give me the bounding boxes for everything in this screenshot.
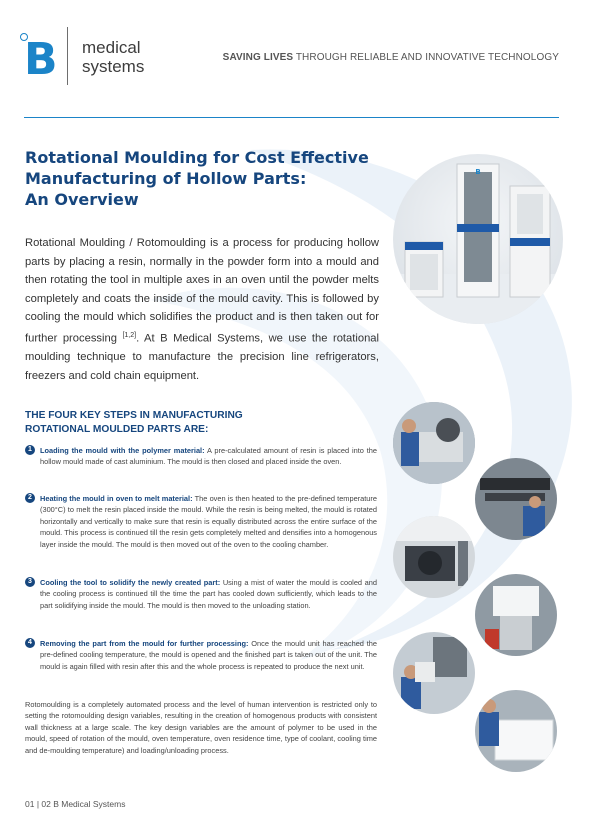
- logo-wordmark: [82, 38, 144, 76]
- step-number: 3: [25, 577, 35, 587]
- page-title: [25, 147, 385, 210]
- process-photo-2: [475, 458, 557, 540]
- header-rule: [24, 117, 559, 118]
- step-lead: Heating the mould in oven to melt material:: [40, 494, 193, 503]
- title-line-1: Rotational Moulding for Cost Effective: [25, 148, 369, 167]
- steps-heading-line-2: ROTATIONAL MOULDED PARTS ARE:: [25, 423, 209, 435]
- intro-text-end: . At B Medical Systems, we use the rotational moulding technique to manufacture the precision line refrigerators, freezers and cold chain equipment.: [25, 332, 380, 382]
- process-photo-6: [475, 690, 557, 772]
- steps-heading: [25, 409, 243, 436]
- step-text: Using a mist of water the mould is cooled and the cooling process is continued till the time the part has cooled down sufficiently, which leads to the part solidifying inside the mould. The mould is then moved to the unloading station.: [40, 578, 377, 610]
- step-4: [25, 638, 377, 672]
- step-number: 2: [25, 493, 35, 503]
- step-lead: Loading the mould with the polymer material:: [40, 446, 205, 455]
- process-photo-5: [393, 632, 475, 714]
- step-lead: Removing the part from the mould for further processing:: [40, 639, 249, 648]
- product-badge: B: [475, 168, 481, 176]
- step-text: Once the mould unit has reached the pre-defined cooling temperature, the mould is opened and the finished part is taken out of the unit. The mould is again filled with resin after this and the whole process is repeated to produce the next unit.: [40, 639, 377, 671]
- logo-line-2: systems: [82, 57, 145, 76]
- step-3: [25, 577, 377, 611]
- logo-divider: [67, 27, 68, 85]
- product-image: [393, 154, 563, 324]
- title-line-3: An Overview: [25, 190, 139, 209]
- process-photo-1: [393, 402, 475, 484]
- step-text: A pre-calculated amount of resin is placed into the hollow mould made of cast aluminium. The mould is then closed and placed inside the oven.: [40, 446, 377, 467]
- step-text: The oven is then heated to the pre-defined temperature (300°C) to melt the resin placed inside the mould. While the resin is being melted, the mould is rotated horizontally and vertically to make sure that resin is equally distributed across the entire surface of the mould. This process is continued till the resin gets completely melted and densifies into a homogenous layer inside the mould. The mould is then moved out of the oven to the cooling chamber.: [40, 494, 377, 549]
- step-number: 1: [25, 445, 35, 455]
- intro-reference: [1,2]: [122, 331, 137, 339]
- step-2: [25, 493, 377, 550]
- closing-paragraph: Rotomoulding is a completely automated process and the level of human intervention is restricted only to setting the rotomoulding design variables, resulting in the creation of homogenous products with consistent wall thickness at a large scale. The key design variables are the amount of polymer to be used in the mould, speed of rotation of the mould, oven temperature, oven residence time, type of coolant, cooling time and de-moulding temperature) and loading/unloading process.: [25, 700, 377, 755]
- process-photo-3: [393, 516, 475, 598]
- tagline: [223, 52, 559, 63]
- step-1: [25, 445, 377, 468]
- logo-letter: B: [24, 34, 58, 85]
- steps-heading-line-1: THE FOUR KEY STEPS IN MANUFACTURING: [25, 410, 243, 421]
- tagline-rest: THROUGH RELIABLE AND INNOVATIVE TECHNOLOGY: [293, 52, 559, 63]
- logo-line-1: medical: [82, 38, 141, 57]
- intro-paragraph: [25, 234, 379, 385]
- process-photo-4: [475, 574, 557, 656]
- refrigerators-illustration: [393, 154, 563, 324]
- page-footer: 01 | 02 B Medical Systems: [25, 799, 126, 809]
- intro-text: Rotational Moulding / Rotomoulding is a process for producing hollow parts by placing a resin, normally in the powder form into a mould and then rotating the tool in multiple axes in an oven until the powder melts completely and coats the inside of the mould cavity. This is followed by cooling the mould which solidifies the product and is then taken out for further processing: [25, 237, 379, 345]
- step-number: 4: [25, 638, 35, 648]
- step-lead: Cooling the tool to solidify the newly created part:: [40, 578, 221, 587]
- tagline-bold: SAVING LIVES: [222, 52, 294, 63]
- title-line-2: Manufacturing of Hollow Parts:: [25, 169, 307, 188]
